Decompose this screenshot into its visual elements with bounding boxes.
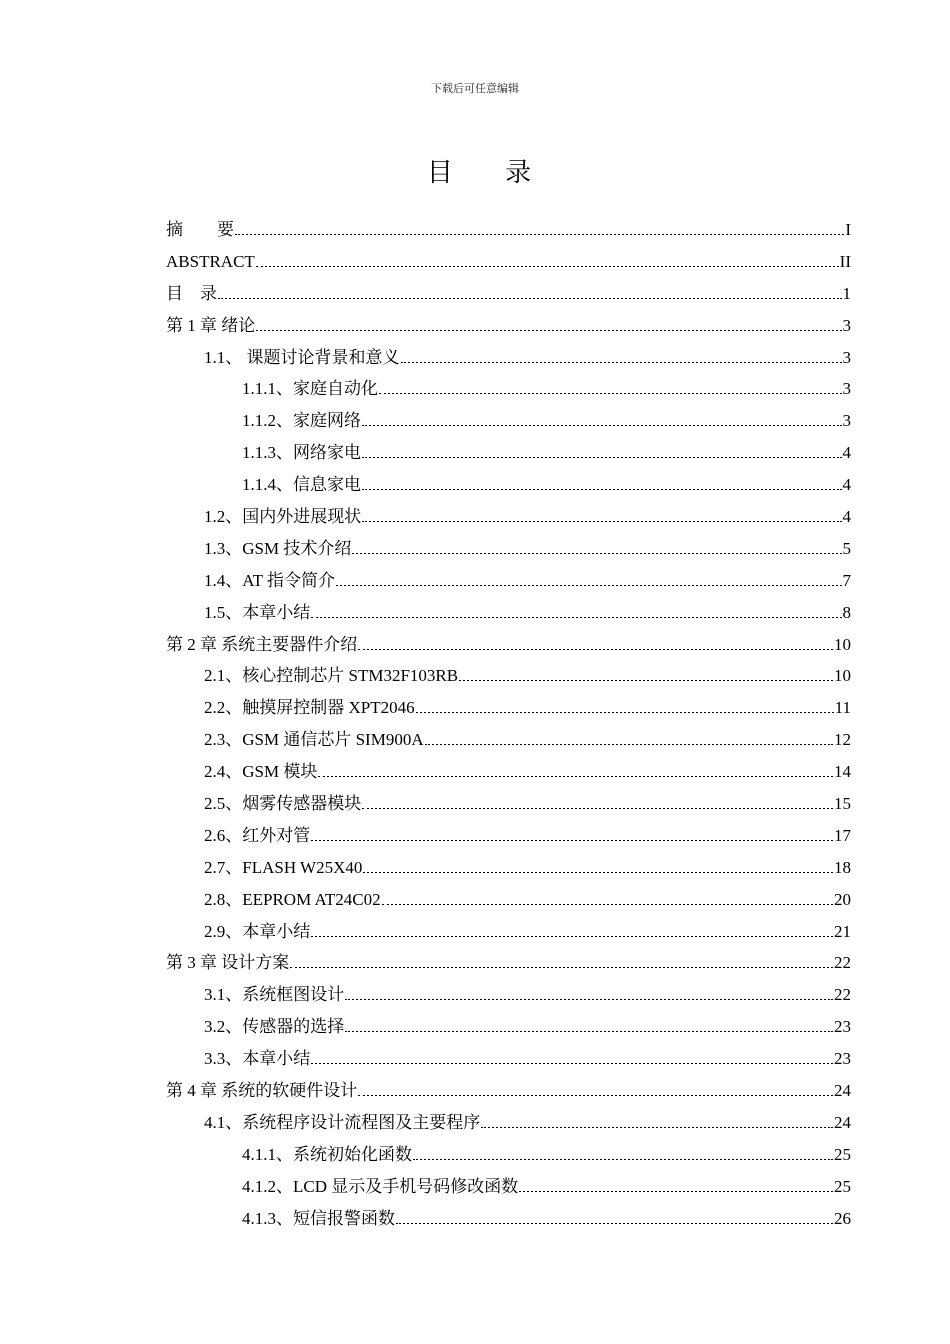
toc-entry-label: 2.4、GSM 模块 bbox=[204, 762, 318, 782]
toc-dot-leader bbox=[290, 967, 833, 968]
toc-dot-leader bbox=[362, 457, 842, 458]
toc-entry[interactable] bbox=[166, 342, 851, 374]
toc-entry[interactable] bbox=[166, 1171, 851, 1203]
toc-dot-leader bbox=[218, 298, 842, 299]
toc-entry-page: 24 bbox=[834, 1112, 851, 1132]
toc-entry-label: 1.5、本章小结 bbox=[204, 602, 311, 622]
toc-entry[interactable] bbox=[166, 820, 851, 852]
toc-entry-label: 2.9、本章小结 bbox=[204, 921, 311, 941]
toc-entry[interactable] bbox=[166, 533, 851, 565]
toc-entry[interactable] bbox=[166, 916, 851, 948]
toc-entry-label: 4.1、系统程序设计流程图及主要程序 bbox=[204, 1112, 481, 1132]
toc-entry-label: 2.1、核心控制芯片 STM32F103RB bbox=[204, 666, 459, 686]
toc-entry-label: 第 2 章 系统主要器件介绍 bbox=[166, 634, 358, 654]
toc-entry-page: 22 bbox=[834, 953, 851, 973]
toc-entry-page: 14 bbox=[834, 762, 851, 782]
toc-entry-label: 2.3、GSM 通信芯片 SIM900A bbox=[204, 730, 424, 750]
toc-entry-page: 17 bbox=[834, 825, 851, 845]
toc-dot-leader bbox=[401, 362, 842, 363]
toc-entry-label: 1.1.3、网络家电 bbox=[242, 443, 361, 463]
toc-entry-page: 18 bbox=[834, 857, 851, 877]
toc-entry[interactable] bbox=[166, 1043, 851, 1075]
toc-dot-leader bbox=[362, 521, 841, 522]
toc-dot-leader bbox=[345, 1031, 833, 1032]
toc-entry-page: 21 bbox=[834, 921, 851, 941]
toc-dot-leader bbox=[481, 1127, 833, 1128]
toc-entry-label: 1.4、AT 指令简介 bbox=[204, 570, 335, 590]
toc-entry[interactable] bbox=[166, 884, 851, 916]
toc-entry[interactable] bbox=[166, 724, 851, 756]
toc-entry-label: ABSTRACT bbox=[166, 251, 255, 271]
toc-entry[interactable] bbox=[166, 405, 851, 437]
toc-dot-leader bbox=[311, 840, 833, 841]
toc-entry-page: 10 bbox=[834, 666, 851, 686]
toc-entry[interactable] bbox=[166, 1075, 851, 1107]
toc-dot-leader bbox=[358, 1095, 833, 1096]
toc-entry[interactable] bbox=[166, 947, 851, 979]
toc-entry-label: 1.1、 课题讨论背景和意义 bbox=[204, 347, 400, 367]
toc-dot-leader bbox=[235, 234, 844, 235]
toc-entry[interactable] bbox=[166, 692, 851, 724]
toc-entry-page: 4 bbox=[842, 443, 851, 463]
toc-entry-label: 目 录 bbox=[166, 283, 217, 303]
toc-entry-page: II bbox=[839, 251, 851, 271]
toc-dot-leader bbox=[362, 425, 842, 426]
toc-dot-leader bbox=[362, 489, 842, 490]
toc-entry-label: 3.1、系统框图设计 bbox=[204, 985, 345, 1005]
toc-entry-label: 第 4 章 系统的软硬件设计 bbox=[166, 1081, 358, 1101]
toc-entry-label: 3.2、传感器的选择 bbox=[204, 1017, 345, 1037]
toc-entry-page: 24 bbox=[834, 1081, 851, 1101]
toc-entry-label: 2.5、烟雾传感器模块 bbox=[204, 794, 362, 814]
toc-dot-leader bbox=[256, 266, 839, 267]
toc-dot-leader bbox=[519, 1191, 833, 1192]
toc-entry-label: 2.7、FLASH W25X40 bbox=[204, 857, 363, 877]
toc-entry[interactable] bbox=[166, 278, 851, 310]
toc-entry-label: 摘 要 bbox=[166, 220, 234, 239]
toc-entry[interactable] bbox=[166, 1203, 851, 1235]
toc-entry-label: 1.2、国内外进展现状 bbox=[204, 507, 362, 527]
toc-entry-page: 23 bbox=[834, 1017, 851, 1037]
toc-entry[interactable] bbox=[166, 501, 851, 533]
toc-entry-page: 4 bbox=[842, 507, 851, 527]
toc-entry-page: 11 bbox=[834, 698, 851, 718]
toc-dot-leader bbox=[382, 904, 833, 905]
toc-entry-page: 10 bbox=[834, 634, 851, 654]
toc-entry-page: 5 bbox=[842, 538, 851, 558]
toc-entry[interactable] bbox=[166, 469, 851, 501]
toc-entry-label: 2.6、红外对管 bbox=[204, 825, 311, 845]
toc-title: 目 录 bbox=[426, 158, 554, 188]
toc-entry-page: 1 bbox=[842, 283, 851, 303]
toc-entry-page: 25 bbox=[834, 1144, 851, 1164]
toc-entry-label: 1.3、GSM 技术介绍 bbox=[204, 538, 352, 558]
toc-entry-page: 3 bbox=[842, 379, 851, 399]
toc-entry-label: 第 3 章 设计方案 bbox=[166, 953, 290, 973]
toc-entry[interactable] bbox=[166, 1011, 851, 1043]
toc-entry-page: 8 bbox=[842, 602, 851, 622]
toc-entry-label: 1.1.1、家庭自动化 bbox=[242, 379, 378, 399]
toc-dot-leader bbox=[363, 872, 833, 873]
table-of-contents bbox=[166, 214, 851, 1235]
toc-entry[interactable] bbox=[166, 214, 851, 246]
toc-entry-label: 4.1.2、LCD 显示及手机号码修改函数 bbox=[242, 1176, 519, 1196]
toc-dot-leader bbox=[358, 649, 833, 650]
toc-dot-leader bbox=[352, 553, 841, 554]
toc-dot-leader bbox=[311, 617, 841, 618]
toc-entry-page: 3 bbox=[842, 347, 851, 367]
toc-entry-label: 第 1 章 绪论 bbox=[166, 315, 256, 335]
toc-dot-leader bbox=[336, 585, 842, 586]
toc-entry-page: 3 bbox=[842, 315, 851, 335]
toc-dot-leader bbox=[396, 1223, 833, 1224]
toc-dot-leader bbox=[345, 999, 833, 1000]
toc-entry-page: 26 bbox=[834, 1208, 851, 1228]
toc-entry-page: 12 bbox=[834, 730, 851, 750]
toc-entry-label: 2.8、EEPROM AT24C02 bbox=[204, 889, 381, 909]
toc-entry[interactable] bbox=[166, 310, 851, 342]
toc-dot-leader bbox=[311, 1063, 833, 1064]
toc-dot-leader bbox=[416, 712, 834, 713]
toc-entry-label: 4.1.1、系统初始化函数 bbox=[242, 1144, 412, 1164]
toc-entry[interactable] bbox=[166, 1107, 851, 1139]
toc-entry[interactable] bbox=[166, 246, 851, 278]
toc-entry-page: 25 bbox=[834, 1176, 851, 1196]
toc-dot-leader bbox=[425, 744, 833, 745]
toc-dot-leader bbox=[362, 808, 833, 809]
toc-dot-leader bbox=[413, 1159, 833, 1160]
toc-entry[interactable] bbox=[166, 437, 851, 469]
toc-entry[interactable] bbox=[166, 565, 851, 597]
toc-dot-leader bbox=[379, 393, 842, 394]
toc-dot-leader bbox=[318, 776, 833, 777]
toc-entry[interactable] bbox=[166, 979, 851, 1011]
toc-entry-page: 4 bbox=[842, 475, 851, 495]
toc-entry-label: 2.2、触摸屏控制器 XPT2046 bbox=[204, 698, 415, 718]
toc-entry-page: 3 bbox=[842, 411, 851, 431]
toc-entry-page: 7 bbox=[842, 570, 851, 590]
toc-entry-page: 15 bbox=[834, 794, 851, 814]
toc-entry[interactable] bbox=[166, 629, 851, 661]
toc-entry-label: 4.1.3、短信报警函数 bbox=[242, 1208, 395, 1228]
toc-entry[interactable] bbox=[166, 660, 851, 692]
toc-entry-page: I bbox=[845, 220, 851, 239]
toc-entry-page: 22 bbox=[834, 985, 851, 1005]
toc-entry[interactable] bbox=[166, 597, 851, 629]
toc-dot-leader bbox=[256, 330, 841, 331]
toc-entry[interactable] bbox=[166, 1139, 851, 1171]
toc-entry[interactable] bbox=[166, 852, 851, 884]
toc-entry-label: 1.1.2、家庭网络 bbox=[242, 411, 361, 431]
toc-entry-label: 1.1.4、信息家电 bbox=[242, 475, 361, 495]
toc-entry[interactable] bbox=[166, 788, 851, 820]
toc-entry[interactable] bbox=[166, 373, 851, 405]
toc-entry-page: 20 bbox=[834, 889, 851, 909]
toc-entry-label: 3.3、本章小结 bbox=[204, 1049, 311, 1069]
toc-dot-leader bbox=[311, 936, 833, 937]
toc-dot-leader bbox=[459, 680, 833, 681]
page-header-note: 下载后可任意编辑 bbox=[431, 82, 519, 95]
toc-entry-page: 23 bbox=[834, 1049, 851, 1069]
toc-entry[interactable] bbox=[166, 756, 851, 788]
